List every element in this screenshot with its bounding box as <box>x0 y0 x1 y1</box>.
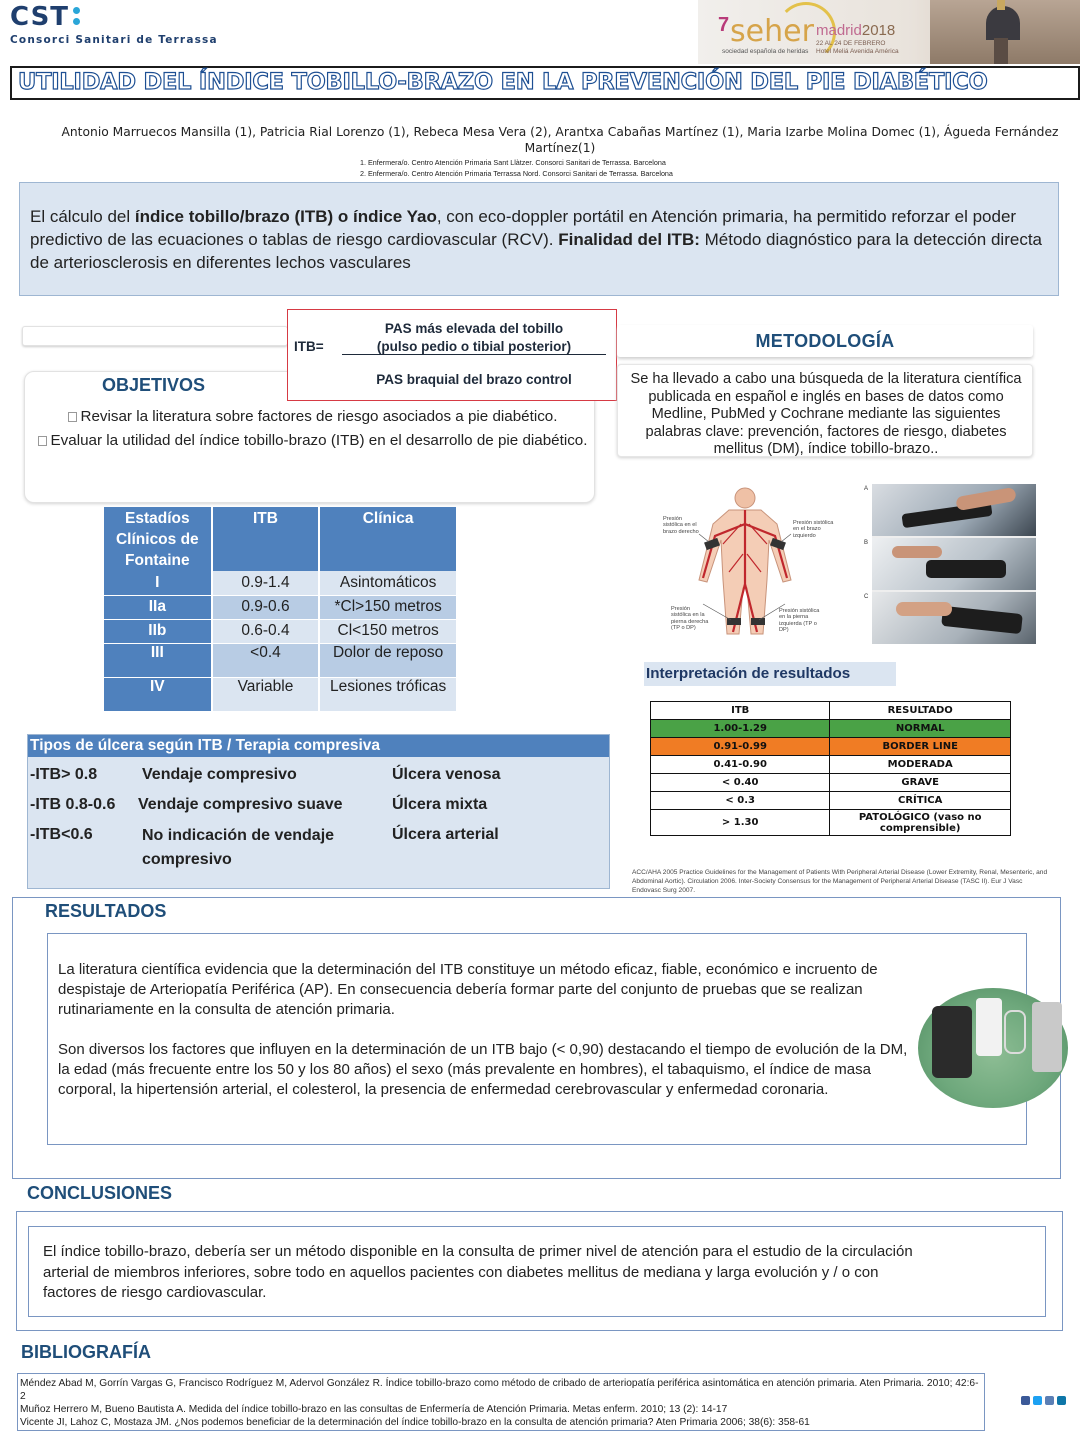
ulcer-table <box>27 734 610 889</box>
body-pressure-diagram <box>653 484 871 644</box>
poster-title: UTILIDAD DEL ÍNDICE TOBILLO-BRAZO EN LA PREVENCIÓN DEL PIE DIABÉTICO <box>18 69 988 95</box>
itb-range-cell: 0.41-0.90 <box>651 756 830 774</box>
table-row: IV Variable Lesiones tróficas <box>104 677 457 711</box>
table-row: III <0.4 Dolor de reposo <box>104 643 457 677</box>
bibliografia-box <box>17 1373 985 1431</box>
itb-range-cell: < 0.3 <box>651 792 830 810</box>
ulcer-type: Úlcera mixta <box>392 796 488 813</box>
intro-box <box>19 182 1059 296</box>
congress-wordmark <box>730 14 814 49</box>
itb-formula-box <box>287 309 617 401</box>
label-leg-left: Presión sistólica en la pierna izquierda (TP o DP) <box>779 608 820 634</box>
authors: Antonio Marruecos Mansilla (1), Patricia Rial Lorenzo (1), Rebeca Mesa Vera (2), Arantxa Cabañas Martínez (1), Maria Izarbe Molina Domec (1), Águeda Fernández Martínez(1) <box>61 125 1059 155</box>
ulcer-therapy: No indicación de vendaje compresivo <box>142 827 335 868</box>
label-leg-right: Presión sistólica en la pierna derecha (TP o DP) <box>671 606 709 632</box>
result-cell: PATOLÓGICO (vaso no comprensible) <box>830 810 1011 836</box>
cst-logo-mark: CST <box>10 4 220 30</box>
affiliations <box>300 158 800 179</box>
ulcer-type: Úlcera venosa <box>392 766 501 783</box>
table-row <box>651 810 1011 836</box>
resultados-paragraph-1: La literatura científica evidencia que la determinación del ITB constituye un método eficaz, fiable, económico e incruento de despistaje de Arteriopatía Periférica (AP). En consecuencia debería formar parte del conjunto de pruebas que se realizan rutinariamente en la consulta de atención primaria. <box>58 961 878 1019</box>
fontaine-table <box>104 507 458 712</box>
formula-fraction-line <box>342 354 606 355</box>
doppler-device-photo <box>918 988 1068 1108</box>
photo-a: A <box>872 484 1036 536</box>
interpretation-source: ACC/AHA 2005 Practice Guidelines for the Management of Patients With Peripheral Arterial Disease (Lower Extremity, Renal, Mesenteric, and Abdominal Aortic). Circulation 2006. Inter-Society Consensus for the Management of Peripheral Arterial Disease (TASC II). Eur J Vasc Endovasc Surg 2007. <box>632 869 1048 894</box>
reference-item: Muñoz Herrero M, Bueno Bautista A. Medida del índice tobillo-brazo en las consultas de Enfermería de Atención Primaria. Metas enferm. 2010; 13 (2): 14-17 <box>20 1404 728 1415</box>
objetivos-list <box>35 408 590 456</box>
social-icon <box>1045 1396 1054 1405</box>
table-row <box>651 720 1011 738</box>
cst-logo <box>10 4 220 50</box>
fontaine-header: ITB <box>212 507 320 571</box>
affiliation-1: 1. Enfermera/o. Centro Atención Primaria Sant Llàtzer. Consorci Sanitari de Terrassa. Barcelona <box>360 158 666 167</box>
bullet-box-icon <box>38 436 47 446</box>
congress-banner <box>698 0 1080 64</box>
bullet-box-icon <box>68 412 77 422</box>
conclusiones-title: CONCLUSIONES <box>27 1183 173 1203</box>
resultados-box <box>47 933 1027 1145</box>
table-row: IIb 0.6-0.4 Cl<150 metros <box>104 619 457 643</box>
objetivo-item: Revisar la literatura sobre factores de riesgo asociados a pie diabético. <box>35 408 590 426</box>
congress-word-a: se <box>730 14 765 49</box>
photo-b: B <box>872 538 1036 590</box>
result-cell: MODERADA <box>830 756 1011 774</box>
interpretacion-label: Interpretación de resultados <box>644 662 896 686</box>
twitter-icon <box>1033 1396 1042 1405</box>
objetivos-title: OBJETIVOS <box>102 375 206 395</box>
table-row: I 0.9-1.4 Asintomáticos <box>104 571 457 595</box>
itb-result-table <box>650 701 1011 836</box>
result-cell: NORMAL <box>830 720 1011 738</box>
congress-dates: 22 AL 24 DE FEBRERO Hotel Meliá Avenida América <box>816 40 899 55</box>
metodologia-title: METODOLOGÍA <box>755 331 895 351</box>
measurement-photos <box>864 484 1036 644</box>
congress-number: 7 <box>718 14 730 36</box>
decorative-strip <box>22 326 288 346</box>
formula-denominator: PAS braquial del brazo control <box>376 372 572 387</box>
itb-range-cell: < 0.40 <box>651 774 830 792</box>
cst-logo-name: Consorci Sanitari de Terrassa <box>10 34 218 46</box>
reference-item: Méndez Abad M, Gorrín Vargas G, Francisco Rodríguez M, Adervol González R. Índice tobillo-brazo como método de cribado de arteriopatía periférica asintomática en atención primaria. Aten Primaria. 2010; 42:6-2 <box>20 1378 979 1402</box>
label-arm-left: Presión sistólica en el brazo izquierdo <box>793 520 834 539</box>
ulcer-itb: -ITB 0.8-0.6 <box>30 796 116 813</box>
itb-range-cell: > 1.30 <box>651 810 830 836</box>
linkedin-icon <box>1057 1396 1066 1405</box>
congress-city: madrid2018 <box>816 22 896 39</box>
table-row <box>651 792 1011 810</box>
result-table-header: ITB <box>651 702 830 720</box>
metodologia-box <box>617 364 1033 457</box>
ulcer-therapy: Vendaje compresivo suave <box>138 796 343 813</box>
ulcer-itb: -ITB<0.6 <box>30 826 93 843</box>
ulcer-itb: -ITB> 0.8 <box>30 766 98 783</box>
conclusiones-text: El índice tobillo-brazo, debería ser un método disponible en la consulta de primer nivel de atención para el estudio de la circulación arterial de miembros inferiores, sobre todo en aquellos pacientes con diabetes mellitus de mediana y larga evolución y / o con factores de riesgo cardiovascular. <box>43 1243 913 1301</box>
resultados-title: RESULTADOS <box>45 901 167 921</box>
metodologia-text: Se ha llevado a cabo una búsqueda de la literatura científica publicada en español e inglés en bases de datos como Medline, PubMed y Cochrane mediante las siguientes palabras clave: prevención, factores de riesgo, diabetes mellitus (DM), índice tobillo-brazo.. <box>630 371 1022 458</box>
madrid-skyline-image <box>930 0 1080 64</box>
intro-text: El cálculo del índice tobillo/brazo (ITB) o índice Yao, con eco-doppler portátil en Atención primaria, ha permitido reforzar el poder predictivo de las ecuaciones o tablas de riesgo cardiovascular (RCV). Finalidad del ITB: Método diagnóstico para la detección directa de arteriosclerosis en diferentes lechos vasculares <box>30 207 1042 272</box>
resultados-paragraph-2: Son diversos los factores que influyen en la determinación de un ITB bajo (< 0,90) destacando el tiempo de evolución de la DM, la edad (más frecuente entre los 50 y los 80 años) el sexo (más prevalente en hombres), el tabaquismo, el índice de masa corporal, la hipertensión arterial, el colesterol, la presencia de enfermedad cerebrovascular y enfermedad coronaria. <box>58 1041 908 1099</box>
result-cell: CRÍTICA <box>830 792 1011 810</box>
affiliation-2: 2. Enfermera/o. Centro Atención Primaria Terrassa Nord. Consorci Sanitari de Terrassa. Barcelona <box>360 168 673 178</box>
table-row <box>651 774 1011 792</box>
fontaine-header: Estadíos Clínicos de Fontaine <box>104 507 212 571</box>
itb-range-cell: 1.00-1.29 <box>651 720 830 738</box>
table-row: IIa 0.9-0.6 *Cl>150 metros <box>104 595 457 619</box>
reference-item: Vicente JI, Lahoz C, Mostaza JM. ¿Nos podemos beneficiar de la determinación del índice tobillo-brazo en la consulta de atención primaria? Aten Primaria 2006; 38(6): 358-61 <box>20 1417 810 1428</box>
itb-range-cell: 0.91-0.99 <box>651 738 830 756</box>
footer-social-strip <box>985 1386 1080 1414</box>
conclusiones-box <box>28 1226 1046 1317</box>
ulcer-therapy: Vendaje compresivo <box>142 766 297 783</box>
photo-c: C <box>872 592 1036 644</box>
fontaine-header: Clínica <box>319 507 457 571</box>
congress-word-b: her <box>764 14 814 49</box>
result-cell: GRAVE <box>830 774 1011 792</box>
congress-subtitle: sociedad española de heridas <box>722 48 809 55</box>
table-row <box>651 756 1011 774</box>
objetivo-item: Evaluar la utilidad del índice tobillo-brazo (ITB) en el desarrollo de pie diabético. <box>35 432 590 450</box>
bibliografia-list <box>20 1377 982 1429</box>
bibliografia-title: BIBLIOGRAFÍA <box>21 1342 151 1362</box>
label-arm-right: Presión sistólica en el brazo derecho <box>663 516 699 535</box>
formula-numerator: PAS más elevada del tobillo (pulso pedio o tibial posterior) <box>376 321 572 354</box>
facebook-icon <box>1021 1396 1030 1405</box>
ulcer-type: Úlcera arterial <box>392 826 499 843</box>
formula-label: ITB= <box>294 339 324 354</box>
poster-title-box <box>10 66 1080 100</box>
table-row <box>651 738 1011 756</box>
metodologia-header <box>617 325 1033 357</box>
result-cell: BORDER LINE <box>830 738 1011 756</box>
result-table-header: RESULTADO <box>830 702 1011 720</box>
ulcer-table-title: Tipos de úlcera según ITB / Terapia compresiva <box>28 735 609 757</box>
